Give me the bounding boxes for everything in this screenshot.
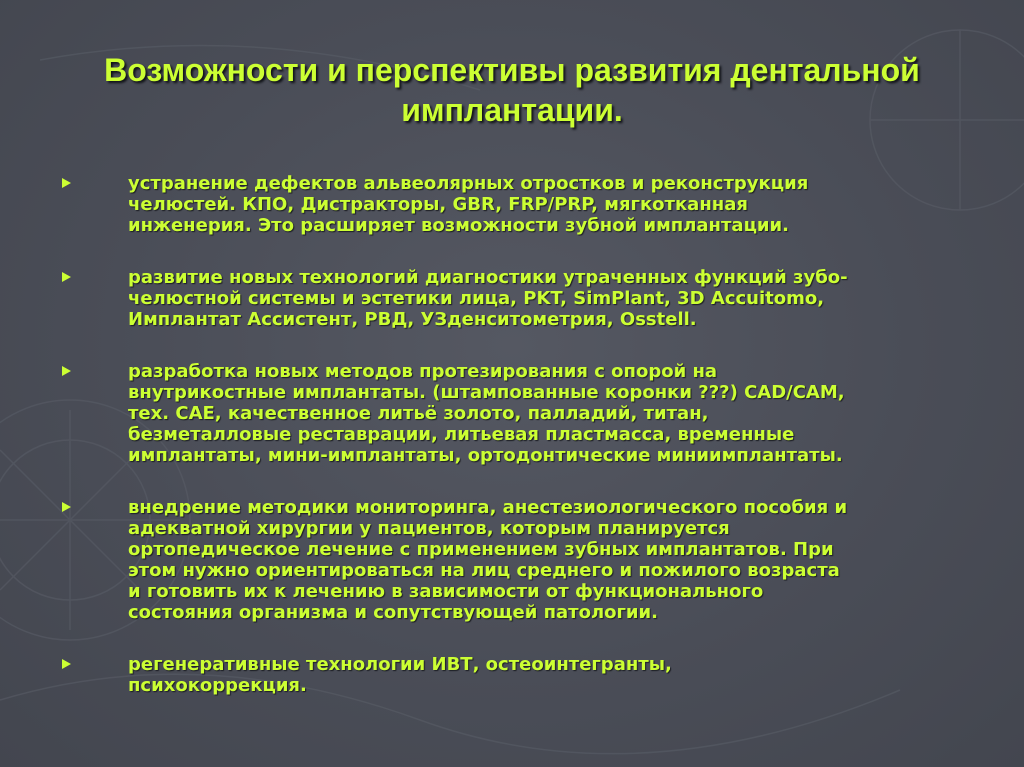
bullet-item: [58, 267, 978, 330]
bullet-text: внедрение методики мониторинга, анестезиологического пособия и адекватной хирургии у пациентов, которым планируется ортопедическое лечение с применением зубных имплантатов. При этом нужно ориентироваться на лиц среднего и пожилого возраста и готовить их к лечению в зависимости от функционального состояния организма и сопутствующей патологии.: [128, 497, 848, 623]
triangle-right-icon: [62, 502, 71, 512]
triangle-right-icon: [62, 272, 71, 282]
triangle-right-icon: [62, 366, 71, 376]
bullet-text: устранение дефектов альвеолярных отростков и реконструкция челюстей. КПО, Дистракторы, GBR, FRP/PRP, мягкотканная инженерия. Это расширяет возможности зубной имплантации.: [128, 173, 809, 236]
bullet-item: [58, 361, 978, 466]
bullet-text: регенеративные технологии ИВТ, остеоинтегранты, психокоррекция.: [128, 654, 672, 696]
bullet-text: разработка новых методов протезирования с опорой на внутрикостные имплантаты. (штампованные коронки ???) CAD/CAM, тех. CAE, качественное литьё золото, палладий, титан, безметалловые реставрации, литьевая пластмасса, временные имплантаты, мини-имплантаты, ортодонтические миниимплантаты.: [128, 361, 845, 466]
bullet-item: [58, 654, 978, 696]
triangle-right-icon: [62, 178, 71, 188]
slide-title: Возможности и перспективы развития дентальной имплантации.: [104, 52, 920, 128]
bullet-text: развитие новых технологий диагностики утраченных функций зубо- челюстной системы и эстетики лица, PKT, SimPlant, 3D Accuitomo, Имплантат Ассистент, РВД, УЗденситометрия, Osstell.: [128, 267, 848, 330]
triangle-right-icon: [62, 659, 71, 669]
bullet-item: [58, 497, 978, 623]
bullet-list: [58, 173, 978, 696]
bullet-item: [58, 173, 978, 236]
